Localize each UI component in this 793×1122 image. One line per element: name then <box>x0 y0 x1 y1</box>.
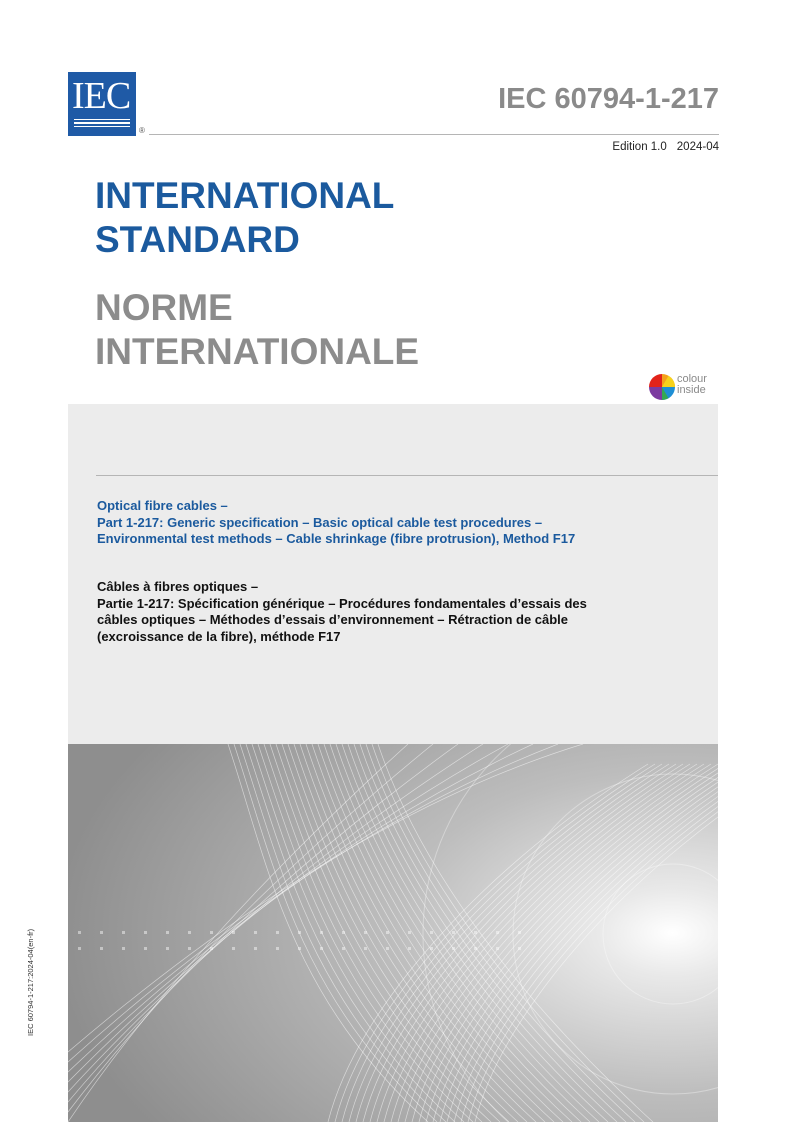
desc-en-line: Part 1-217: Generic specification – Basic optical cable test procedures – <box>97 514 543 530</box>
registered-mark: ® <box>139 126 145 135</box>
title-french <box>95 286 419 374</box>
logo-lines <box>74 119 130 129</box>
description-english <box>97 498 717 548</box>
edition-number: Edition 1.0 <box>612 141 667 153</box>
title-fr-line-1: NORME <box>95 287 233 328</box>
standard-number: IEC 60794-1-217 <box>498 83 719 115</box>
colour-wheel-icon <box>649 374 675 400</box>
side-reference: IEC 60794-1-217:2024-04(en-fr) <box>26 928 35 1036</box>
desc-en-line: Optical fibre cables – <box>97 498 228 513</box>
iec-logo <box>68 72 136 136</box>
title-en-line-2: STANDARD <box>95 219 300 260</box>
logo-text: IEC <box>72 75 131 117</box>
desc-fr-line: Câbles à fibres optiques – <box>97 579 259 594</box>
edition-date: 2024-04 <box>676 141 719 153</box>
cover-artwork <box>68 744 718 1122</box>
title-english <box>95 174 394 262</box>
edition-line <box>612 141 719 153</box>
description-panel <box>68 404 718 744</box>
description-divider <box>96 475 718 476</box>
title-fr-line-2: INTERNATIONALE <box>95 331 420 372</box>
desc-en-line: Environmental test methods – Cable shrinkage (fibre protrusion), Method F17 <box>97 531 576 546</box>
title-en-line-1: INTERNATIONAL <box>95 175 395 216</box>
desc-fr-line: câbles optiques – Méthodes d’essais d’environnement – Rétraction de câble <box>97 612 569 627</box>
header-divider <box>149 134 719 135</box>
desc-fr-line: (excroissance de la fibre), méthode F17 <box>97 628 341 644</box>
colour-label-line-2: inside <box>677 384 706 396</box>
colour-label-line-1: colour <box>677 373 707 385</box>
desc-fr-line: Partie 1-217: Spécification générique – Procédures fondamentales d’essais des <box>97 595 587 611</box>
description-french <box>97 579 717 645</box>
colour-inside-label <box>677 374 727 396</box>
